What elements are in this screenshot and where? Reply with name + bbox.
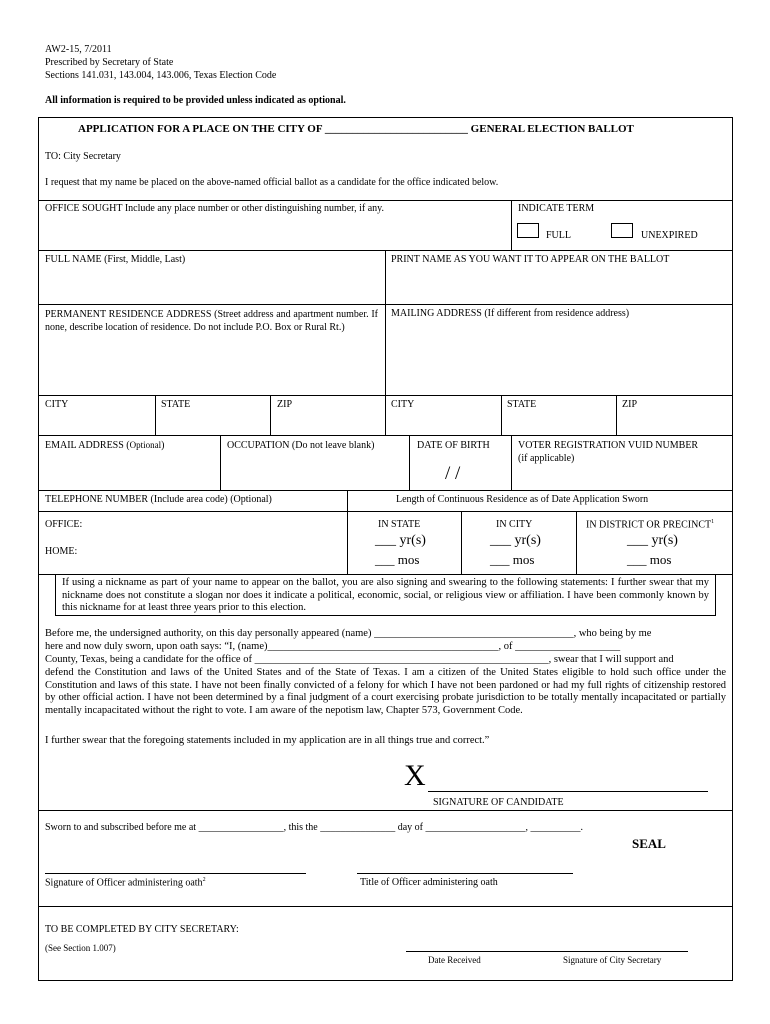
required-notice: All information is required to be provided unless indicated as optional. — [45, 95, 346, 106]
term-full-label: FULL — [546, 230, 571, 241]
title-left: APPLICATION FOR A PLACE ON THE CITY OF — [78, 123, 323, 135]
seal-label: SEAL — [632, 836, 666, 851]
office-phone-label: OFFICE: — [45, 519, 83, 530]
office-sought-label: OFFICE SOUGHT Include any place number or other distinguishing number, if any. — [45, 203, 384, 214]
city-secretary-signature-label: Signature of City Secretary — [563, 955, 662, 965]
officer-title-label: Title of Officer administering oath — [360, 877, 498, 888]
oath-body: defend the Constitution and laws of the United States and of the State of Texas. I am a citizen of the United States eligible to hold such office under the Constitution and laws of this state. I have not been finally convicted of a felony for which I have not been pardoned or had my full rights of citizenship restored by other official action. I have not been determined by a final judgment of a court exercising probate jurisdiction to be totally mentally incapacitated or partially mentally incapacitated without the right to vote. I am aware of the nepotism law, Chapter 573, Government Code. — [45, 667, 726, 716]
permanent-address-label: PERMANENT RESIDENCE ADDRESS (Street address and apartment number. If none, describe location of residence. Do not include P.O. Box or Rural Rt.) — [45, 309, 378, 333]
signature-x-mark: X — [404, 759, 426, 792]
print-name-label: PRINT NAME AS YOU WANT IT TO APPEAR ON THE BALLOT — [391, 254, 670, 265]
full-name-label: FULL NAME (First, Middle, Last) — [45, 254, 186, 265]
occupation-label: OCCUPATION (Do not leave blank) — [227, 440, 375, 451]
further-swear: I further swear that the foregoing statements included in my application are in all things true and correct.” — [45, 735, 490, 746]
mailing-city-label: CITY — [391, 399, 415, 410]
divider — [38, 490, 732, 491]
oath-line-1: Before me, the undersigned authority, on this day personally appeared (name) ______________________________________, who being by me — [45, 628, 652, 639]
in-state-label: IN STATE — [378, 519, 421, 530]
form-id: AW2-15, 7/2011 — [45, 44, 112, 55]
in-district-label — [586, 519, 714, 530]
oath-line-3: County, Texas, being a candidate for the office of ________________________________________________________, swear that I will support and — [45, 654, 674, 665]
city-name-blank[interactable]: __________________________ — [324, 123, 468, 135]
divider — [511, 200, 512, 250]
oath-line-2: here and now duly sworn, upon oath says: “I, (name)____________________________________________, of ____________________ — [45, 641, 621, 652]
divider — [38, 511, 732, 512]
zip-label: ZIP — [277, 399, 292, 410]
divider — [38, 906, 732, 907]
in-city-label: IN CITY — [496, 519, 533, 530]
term-unexpired-checkbox[interactable] — [611, 223, 633, 238]
date-received-label: Date Received — [428, 955, 481, 965]
prescribed-by: Prescribed by Secretary of State — [45, 57, 174, 68]
state-label: STATE — [161, 399, 191, 410]
sworn-statement: Sworn to and subscribed before me at _________________, this the _______________ day of ____________________, __________. — [45, 822, 584, 833]
divider — [347, 490, 348, 574]
divider — [38, 435, 732, 436]
mailing-zip-label: ZIP — [622, 399, 637, 410]
email-label — [45, 440, 164, 451]
divider — [385, 250, 386, 395]
divider — [38, 810, 732, 811]
form-frame — [38, 117, 733, 981]
to-city-secretary: TO: City Secretary — [45, 151, 121, 162]
see-section-note: (See Section 1.007) — [45, 943, 116, 953]
signature-of-candidate-label: SIGNATURE OF CANDIDATE — [433, 797, 564, 808]
city-secretary-heading: TO BE COMPLETED BY CITY SECRETARY: — [45, 924, 239, 935]
in-district-text: IN DISTRICT OR PRECINCT — [586, 519, 712, 531]
home-phone-label: HOME: — [45, 546, 78, 557]
mailing-state-label: STATE — [507, 399, 537, 410]
officer-signature-label — [45, 877, 206, 888]
divider — [38, 304, 732, 305]
divider — [385, 395, 386, 435]
telephone-label: TELEPHONE NUMBER (Include area code) (Optional) — [45, 494, 272, 505]
city-label: CITY — [45, 399, 69, 410]
term-full-checkbox[interactable] — [517, 223, 539, 238]
divider — [616, 395, 617, 435]
divider — [270, 395, 271, 435]
divider — [461, 511, 462, 574]
vuid-label: VOTER REGISTRATION VUID NUMBER — [518, 440, 699, 451]
dob-slashes: / / — [445, 463, 461, 484]
footnote-1: 1 — [711, 519, 715, 525]
vuid-applicable: (if applicable) — [518, 453, 575, 464]
district-years-field[interactable]: ___ yr(s) — [627, 533, 678, 548]
request-statement: I request that my name be placed on the above-named official ballot as a candidate for the office indicated below. — [45, 177, 499, 188]
city-secretary-signature-line[interactable] — [406, 951, 688, 952]
title-right: GENERAL ELECTION BALLOT — [470, 123, 634, 135]
divider — [511, 435, 512, 490]
form-title — [78, 123, 634, 135]
state-years-field[interactable]: ___ yr(s) — [375, 533, 426, 548]
residence-length-label: Length of Continuous Residence as of Date Application Sworn — [396, 494, 649, 505]
email-label-close: ) — [161, 440, 165, 451]
nickname-statement: If using a nickname as part of your name to appear on the ballot, you are also signing and swearing to the following statements: I further swear that my nickname does not constitute a slogan nor does it indicate a political, economic, social, or religious view or affiliation. I have been commonly known by this nickname for at least three years prior to this election. — [62, 577, 709, 614]
officer-signature-line[interactable] — [45, 873, 306, 874]
divider — [501, 395, 502, 435]
divider — [409, 435, 410, 490]
indicate-term-label: INDICATE TERM — [518, 203, 595, 214]
email-label-text: EMAIL ADDRESS ( — [45, 440, 130, 451]
divider — [155, 395, 156, 435]
city-months-field[interactable]: ___ mos — [490, 552, 535, 567]
date-of-birth-label: DATE OF BIRTH — [417, 440, 490, 451]
mailing-address-label: MAILING ADDRESS (If different from residence address) — [391, 308, 630, 319]
term-unexpired-label: UNEXPIRED — [641, 230, 698, 241]
candidate-signature-line[interactable] — [428, 791, 708, 792]
city-years-field[interactable]: ___ yr(s) — [490, 533, 541, 548]
officer-signature-text: Signature of Officer administering oath — [45, 877, 203, 889]
state-months-field[interactable]: ___ mos — [375, 552, 420, 567]
officer-title-line[interactable] — [357, 873, 573, 874]
footnote-2: 2 — [202, 877, 206, 883]
statute-sections: Sections 141.031, 143.004, 143.006, Texas Election Code — [45, 70, 277, 81]
email-optional: Optional — [129, 440, 162, 450]
district-months-field[interactable]: ___ mos — [627, 552, 672, 567]
divider — [38, 200, 732, 201]
divider — [576, 511, 577, 574]
divider — [220, 435, 221, 490]
